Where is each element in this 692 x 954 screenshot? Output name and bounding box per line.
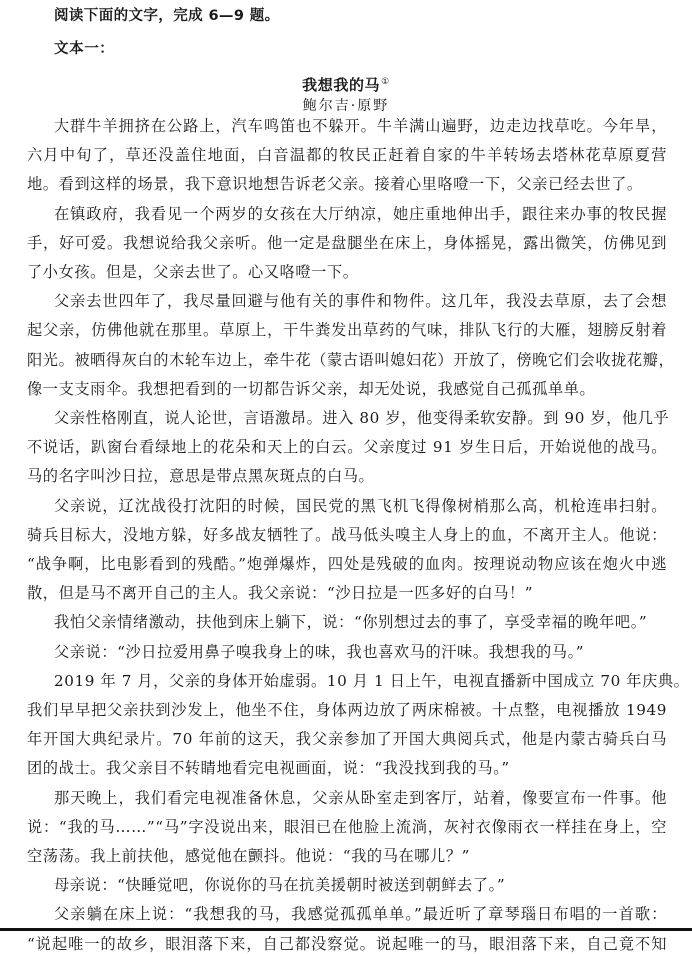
article-author: 鲍尔吉·原野 (302, 98, 390, 114)
bottom-border-line (0, 928, 692, 931)
text-line: 母亲说：“快睡觉吧，你说你的马在抗美援朝时被送到朝鲜去了。” (54, 876, 506, 895)
text-line: 在镇政府，我看见一个两岁的女孩在大厅纳凉，她庄重地伸出手，跟往来办事的牧民握 (54, 204, 667, 223)
text-line: 骑兵目标大，没地方躲，好多战友牺牲了。战马低头嗅主人身上的血，不离开主人。他说： (27, 525, 667, 544)
text-line: 年开国大典纪录片。70 年前的这天，我父亲参加了开国大典阅兵式，他是内蒙古骑兵白马 (27, 730, 667, 749)
text-line: 父亲性格刚直，说人论世，言语激昂。进入 80 岁，他变得柔软安静。到 90 岁，他几乎 (54, 409, 670, 427)
text-line: 那天晚上，我们看完电视准备休息，父亲从卧室走到客厅，站着，像要宣布一件事。他 (54, 788, 667, 807)
text-line: 空荡荡。我上前扶他，感觉他在颤抖。他说：“我的马在哪儿？” (27, 847, 470, 865)
text-line: 父亲说，辽沈战役打沈阳的时候，国民党的黑飞机飞得像树梢那么高，机枪连串扫射。 (54, 496, 667, 515)
reading-instruction: 阅读下面的文字，完成 6—9 题。 (54, 8, 280, 24)
text-line: 我们早早把父亲扶到沙发上，他坐不住，身体两边放了两床棉被。十点整，电视播放 1949 (27, 701, 667, 719)
text-line: 父亲躺在床上说：“我想我的马，我感觉孤孤单单。”最近听了章琴瑙日布唱的一首歌： (54, 905, 667, 924)
text-line: 六月中旬了，草还没盖住地面，白音温都的牧民正赶着自家的牛羊转场去塔林花草原夏营 (27, 146, 667, 165)
text-line: 手，好可爱。我想说给我父亲听。他一定是盘腿坐在床上，身体摇晃，露出微笑，仿佛见到 (27, 233, 667, 252)
text-line: 马的名字叫沙日拉，意思是带点黑灰斑点的白马。 (27, 467, 375, 486)
text-line: 像一支支雨伞。我想把看到的一切都告诉父亲，却无处说，我感觉自己孤孤单单。 (27, 379, 596, 398)
text-line: “战争啊，比电影看到的残酷。”炮弹爆炸，四处是残破的血肉。按理说动物应该在炮火中逃 (27, 555, 667, 573)
text-line: 阳光。被晒得灰白的木轮车边上，牵牛花（蒙古语叫媳妇花）开放了，傍晚它们会收拢花瓣， (27, 350, 675, 369)
text-line: 不说话，趴窗台看绿地上的花朵和天上的白云。父亲度过 91 岁生日后，开始说他的战马。 (27, 438, 667, 457)
text-line: 我怕父亲情绪激动，扶他到床上躺下，说：“你别想过去的事了，享受幸福的晚年吧。” (54, 613, 648, 632)
text-line: 起父亲，仿佛他就在那里。草原上，干牛粪发出草药的气味，排队飞行的大雁，翅膀反射着 (27, 321, 667, 340)
text-line: “说起唯一的故乡，眼泪落下来，自己都没察觉。说起唯一的马，眼泪落下来，自己竟不知 (27, 934, 667, 953)
text-line: 说：“我的马……”“马”字没说出来，眼泪已在他脸上流淌，灰衬衣像雨衣一样挂在身上，空 (27, 817, 667, 836)
text-line: 团的战士。我父亲目不转睛地看完电视画面，说：“我没找到我的马。” (27, 759, 510, 778)
text-line: 地。看到这样的场景，我下意识地想告诉老父亲。接着心里咯噔一下，父亲已经去世了。 (27, 175, 643, 194)
article-title-text: 我想我的马 (302, 76, 381, 94)
text-line: 散，但是马不离开自己的主人。我父亲说：“沙日拉是一匹多好的白马！” (27, 584, 534, 603)
text-line: 了小女孩。但是，父亲去世了。心又咯噔一下。 (27, 263, 359, 281)
text-line: 大群牛羊拥挤在公路上，汽车鸣笛也不躲开。牛羊满山遍野，边走边找草吃。今年旱， (54, 117, 667, 135)
text-line: 父亲说：“沙日拉爱用鼻子嗅我身上的味，我也喜欢马的汗味。我想我的马。” (54, 642, 585, 661)
article-title (0, 72, 692, 95)
text-line: 2019 年 7 月，父亲的身体开始虚弱。10 月 1 日上午，电视直播新中国成立 70 年庆典。 (54, 671, 690, 690)
text-line: 父亲去世四年了，我尽量回避与他有关的事件和物件。这几年，我没去草原，去了会想 (54, 292, 667, 311)
footnote-mark: ① (381, 77, 390, 87)
section-label: 文本一： (54, 41, 115, 57)
